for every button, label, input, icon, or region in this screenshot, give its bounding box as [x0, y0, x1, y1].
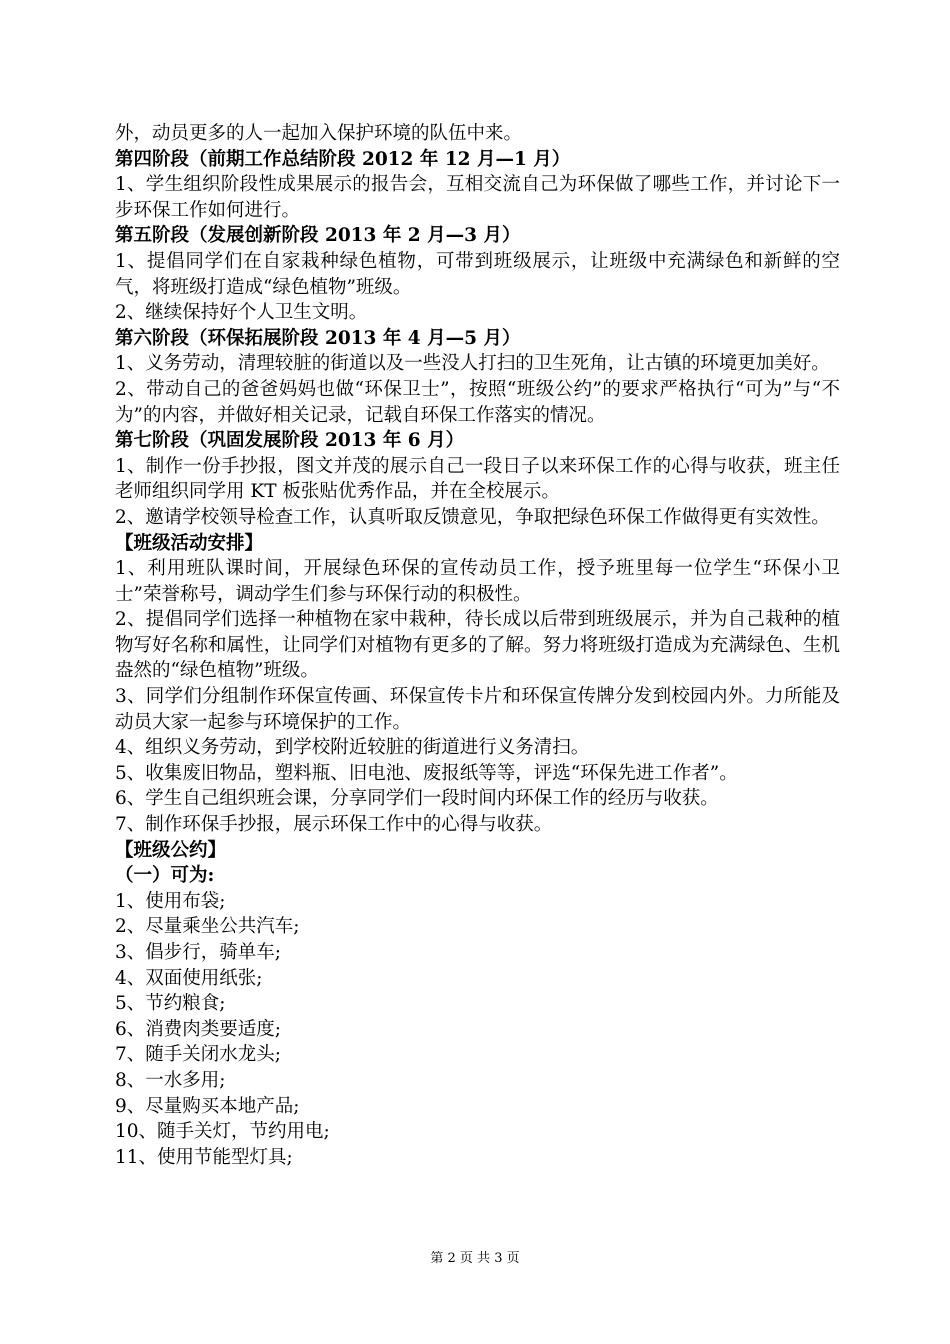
- list-item: 2、提倡同学们选择一种植物在家中栽种，待长成以后带到班级展示，并为自己栽种的植物写好名称和属性，让同学们对植物有更多的了解。努力将班级打造成为充满绿色、生机盎然的“绿色植物”班级。: [115, 609, 840, 682]
- paragraph: 2、带动自己的爸爸妈妈也做“环保卫士”，按照“班级公约”的要求严格执行“可为”与“不为”的内容，并做好相关记录，记载自环保工作落实的情况。: [115, 378, 840, 426]
- list-item: 5、收集废旧物品，塑料瓶、旧电池、废报纸等等，评选“环保先进工作者”。: [115, 762, 738, 784]
- list-item: 9、尽量购买本地产品;: [115, 1095, 300, 1117]
- list-item: 4、组织义务劳动，到学校附近较脏的街道进行义务清扫。: [115, 737, 590, 759]
- paragraph: 外，动员更多的人一起加入保护环境的队伍中来。: [115, 123, 523, 144]
- section-heading: 【班级活动安排】: [115, 532, 264, 554]
- list-item: 3、同学们分组制作环保宣传画、环保宣传卡片和环保宣传牌分发到校园内外。力所能及动员大家一起参与环境保护的工作。: [115, 686, 840, 733]
- list-item: 5、节约粮食;: [115, 993, 226, 1015]
- section-heading: 第五阶段（发展创新阶段 2013 年 2 月—3 月）: [115, 225, 521, 247]
- list-item: 10、随手关灯，节约用电;: [115, 1121, 330, 1143]
- list-item: 1、使用布袋;: [115, 890, 226, 912]
- list-item: 6、学生自己组织班会课，分享同学们一段时间内环保工作的经历与收获。: [115, 788, 719, 810]
- list-item: 7、随手关闭水龙头;: [115, 1044, 282, 1066]
- list-item: 8、一水多用;: [115, 1069, 226, 1091]
- paragraph: 1、学生组织阶段性成果展示的报告会，互相交流自己为环保做了哪些工作，并讨论下一步环保工作如何进行。: [115, 174, 840, 221]
- page-footer: 第 2 页 共 3 页: [430, 1251, 520, 1266]
- list-item: 3、倡步行，骑单车;: [115, 942, 282, 963]
- document-body: [115, 121, 840, 1170]
- paragraph: 1、制作一份手抄报，图文并茂的展示自己一段日子以来环保工作的心得与收获，班主任老师组织同学用 KT 板张贴优秀作品，并在全校展示。: [115, 455, 840, 503]
- list-item: 6、消费肉类要适度;: [115, 1018, 282, 1040]
- paragraph: 2、继续保持好个人卫生文明。: [115, 302, 368, 324]
- list-item: 2、尽量乘坐公共汽车;: [115, 916, 300, 938]
- list-item: 7、制作环保手抄报，展示环保工作中的心得与收获。: [115, 814, 553, 836]
- paragraph: 1、提倡同学们在自家栽种绿色植物，可带到班级展示，让班级中充满绿色和新鲜的空气，将班级打造成“绿色植物”班级。: [115, 250, 840, 298]
- section-heading: 第七阶段（巩固发展阶段 2013 年 6 月）: [115, 430, 465, 452]
- list-item: 4、双面使用纸张;: [115, 967, 263, 989]
- paragraph: 1、义务劳动，清理较脏的街道以及一些没人打扫的卫生死角，让古镇的环境更加美好。: [115, 353, 830, 375]
- list-item: 11、使用节能型灯具;: [115, 1146, 293, 1168]
- paragraph: 2、邀请学校领导检查工作，认真听取反馈意见，争取把绿色环保工作做得更有实效性。: [115, 506, 830, 528]
- section-heading: 第四阶段（前期工作总结阶段 2012 年 12 月—1 月）: [115, 148, 571, 170]
- section-heading: 【班级公约】: [115, 839, 227, 861]
- list-item: 1、利用班队课时间，开展绿色环保的宣传动员工作，授予班里每一位学生“环保小卫士”荣誉称号，调动学生们参与环保行动的积极性。: [115, 558, 840, 605]
- subsection-heading: （一）可为:: [115, 865, 215, 887]
- section-heading: 第六阶段（环保拓展阶段 2013 年 4 月—5 月）: [115, 327, 521, 349]
